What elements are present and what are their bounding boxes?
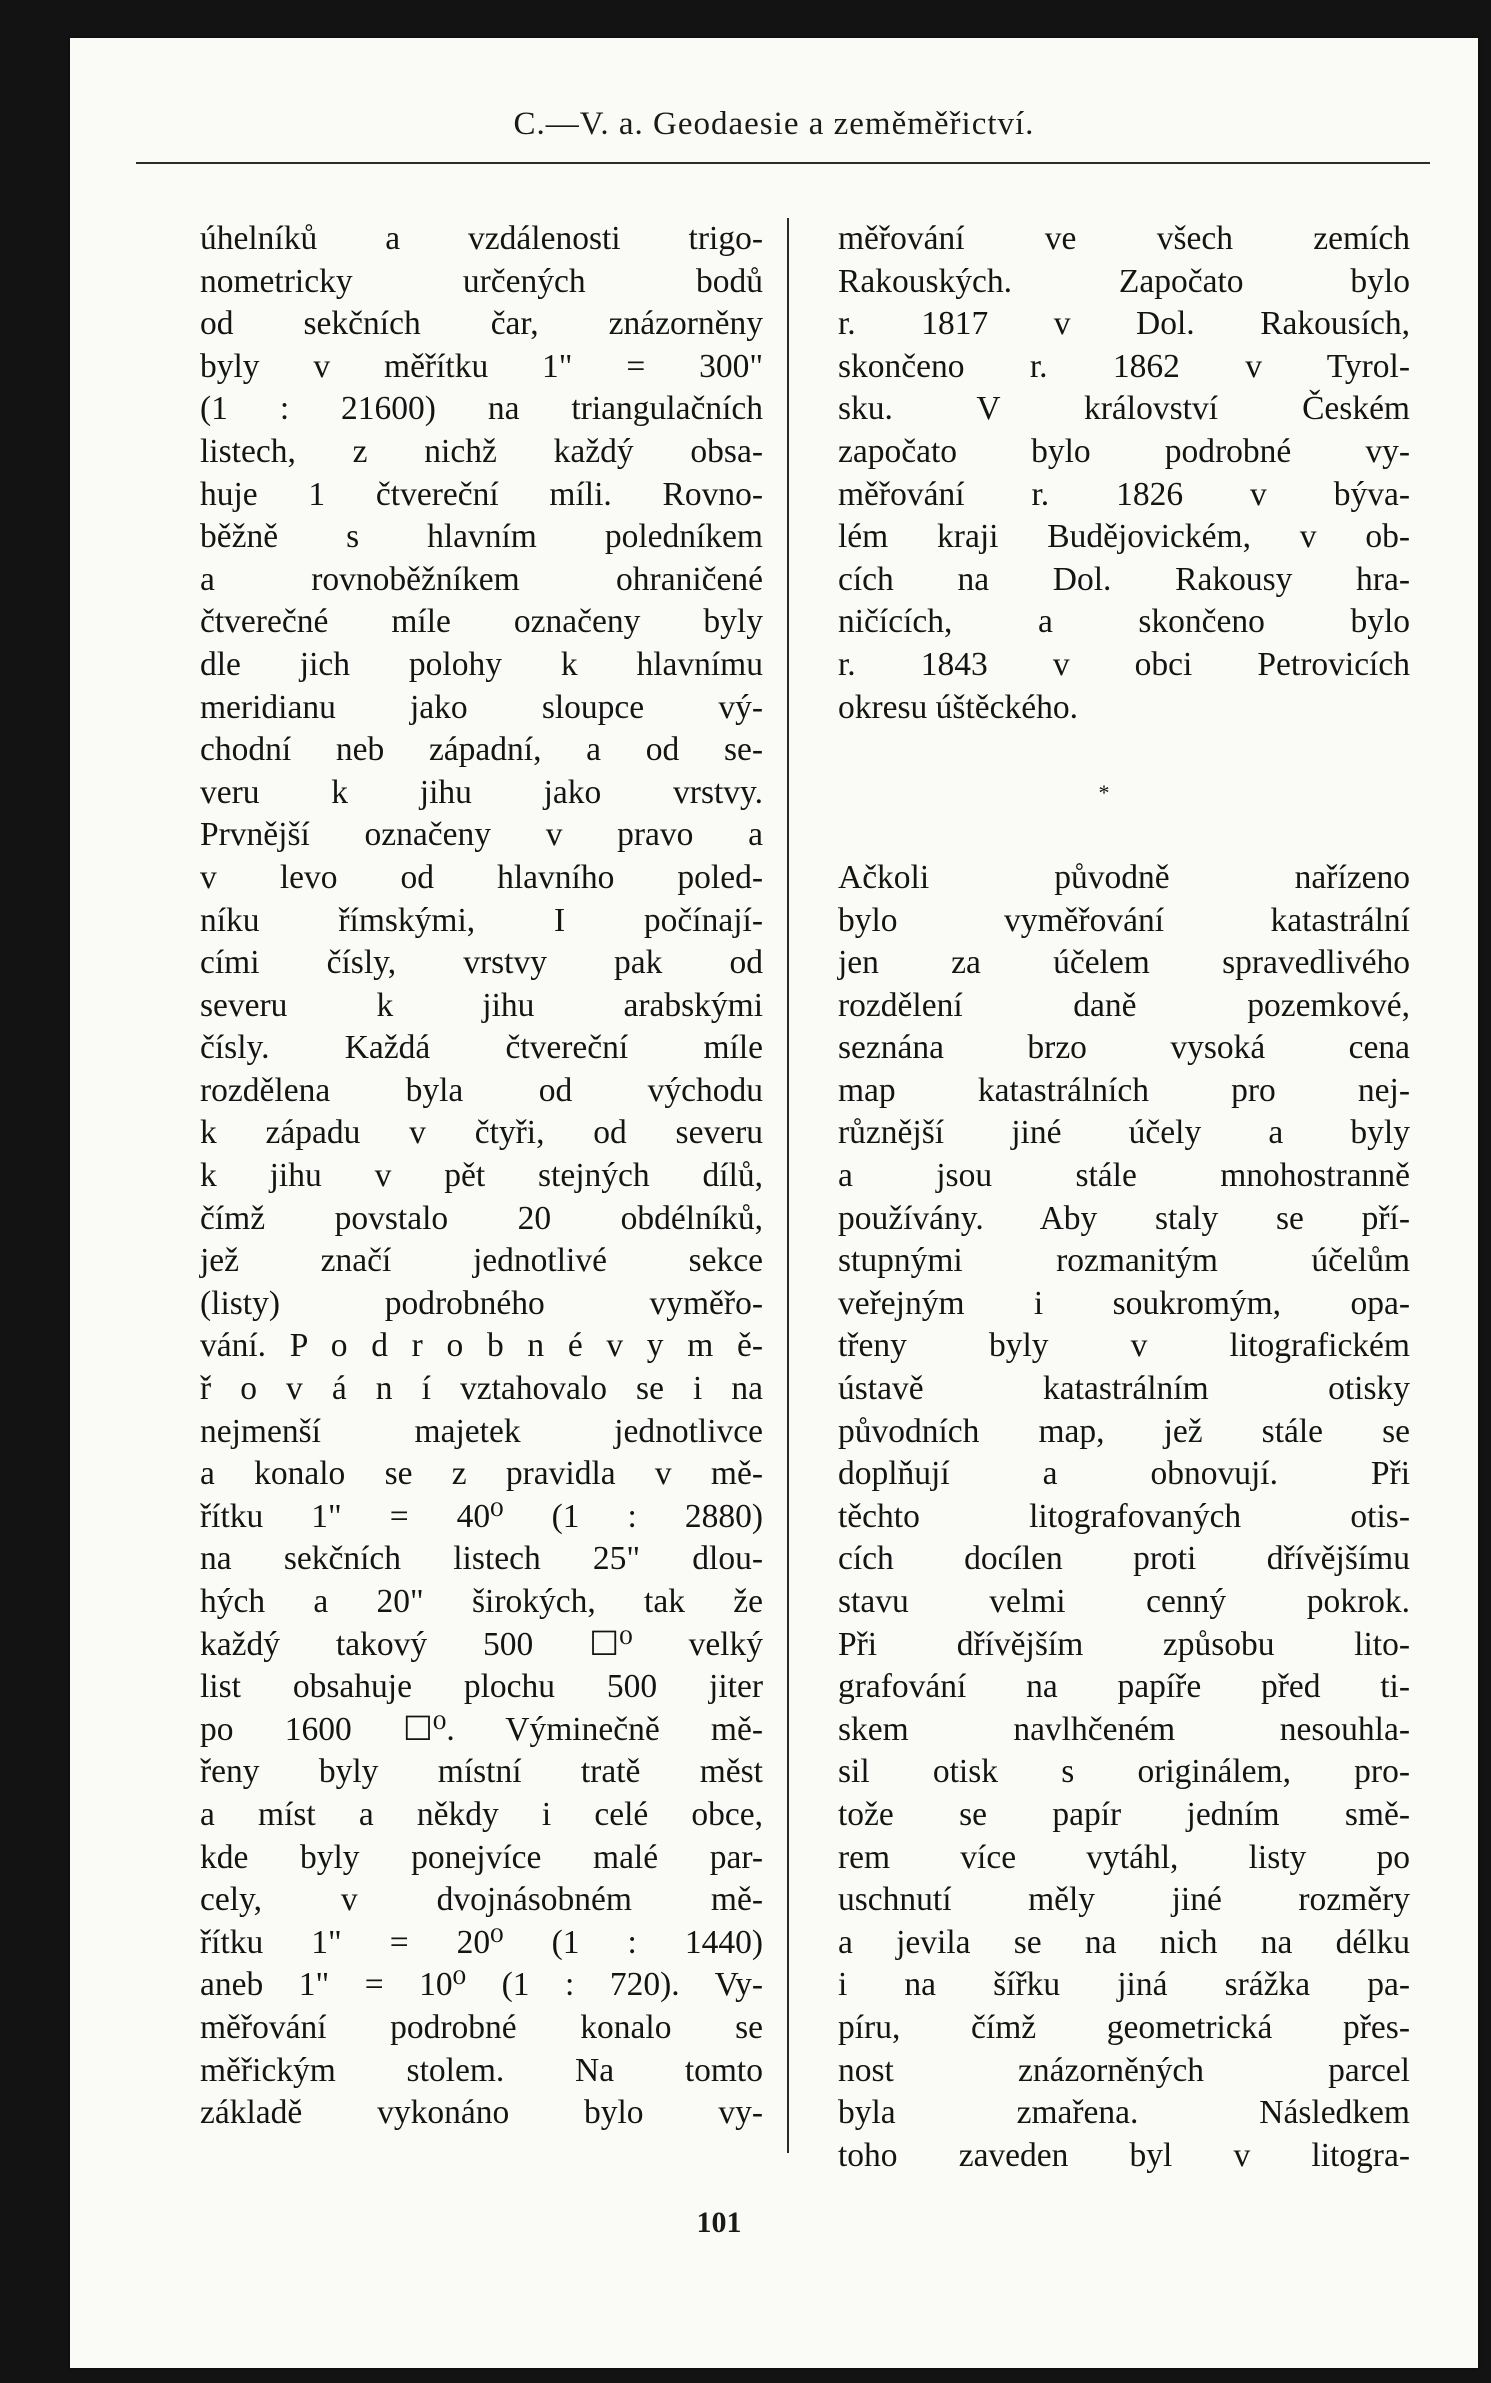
text-line: měřování ve všech zemích — [838, 220, 1410, 257]
text-line: hých a 20" širokých, tak že — [200, 1583, 763, 1620]
text-line: a konalo se z pravidla v mě- — [200, 1455, 763, 1493]
text-line: běžně s hlavním poledníkem — [200, 518, 763, 556]
text-line: severu k jihu arabskými — [200, 986, 763, 1024]
text-line: listech, z nichž každý obsa- — [200, 432, 763, 470]
text-line: cích docílen proti dřívějšímu — [838, 1540, 1410, 1578]
text-line: měřování r. 1826 v býva- — [838, 475, 1410, 513]
text-line: skem navlhčeném nesouhla- — [838, 1710, 1410, 1748]
text-line: základě vykonáno bylo vy- — [200, 2094, 763, 2132]
text-line: Rakouských. Započato bylo — [838, 262, 1410, 300]
page-number: 101 — [696, 2206, 742, 2239]
section-separator: * — [1098, 779, 1110, 805]
text-line: ústavě katastrálním otisky — [838, 1370, 1410, 1408]
text-line: řítku 1" = 20⁰ (1 : 1440) — [200, 1923, 763, 1961]
text-line: řeny byly místní tratě měst — [200, 1753, 763, 1791]
left-column — [200, 218, 763, 2135]
text-line: a rovnoběžníkem ohraničené — [200, 560, 763, 598]
text-line: list obsahuje plochu 500 jiter — [200, 1668, 763, 1706]
text-line: rozdělena byla od východu — [200, 1071, 763, 1109]
text-line: po 1600 ☐⁰. Výminečně mě- — [200, 1710, 763, 1748]
text-line: měřování podrobné konalo se — [200, 2008, 763, 2046]
text-line: a jevila se na nich na délku — [838, 1923, 1410, 1961]
text-line: původních map, jež stále se — [838, 1412, 1410, 1450]
text-line: sil otisk s originálem, pro- — [838, 1753, 1410, 1791]
text-line: uschnutí měly jiné rozměry — [838, 1881, 1410, 1919]
text-line: cely, v dvojnásobném mě- — [200, 1881, 763, 1919]
text-line: používány. Aby staly se pří- — [838, 1199, 1410, 1237]
text-line: k západu v čtyři, od severu — [200, 1114, 763, 1152]
right-column — [838, 218, 1410, 2177]
text-line: nometricky určených bodů — [200, 262, 763, 300]
text-line: na sekčních listech 25" dlou- — [200, 1540, 763, 1578]
text-line: píru, čímž geometrická přes- — [838, 2008, 1410, 2046]
text-line: veru k jihu jako vrstvy. — [200, 773, 763, 811]
text-line: map katastrálních pro nej- — [838, 1071, 1410, 1109]
text-line: a míst a někdy i celé obce, — [200, 1795, 763, 1833]
text-line: vání. P o d r o b n é v y m ě- — [200, 1327, 763, 1365]
text-line: čímž povstalo 20 obdélníků, — [200, 1199, 763, 1237]
paragraph-gap — [838, 729, 1410, 772]
text-line: kde byly ponejvíce malé par- — [200, 1838, 763, 1876]
text-line: Prvnější označeny v pravo a — [200, 816, 763, 854]
text-line: ř o v á n í vztahovalo se i na — [200, 1370, 763, 1408]
text-line: cích na Dol. Rakousy hra- — [838, 560, 1410, 598]
text-line: jen za účelem spravedlivého — [838, 944, 1410, 982]
text-line: měřickým stolem. Na tomto — [200, 2051, 763, 2089]
text-line: i na šířku jiná srážka pa- — [838, 1966, 1410, 2004]
paragraph-gap — [838, 814, 1410, 857]
text-line: rem více vytáhl, listy po — [838, 1838, 1410, 1876]
text-line: čtverečné míle označeny byly — [200, 603, 763, 641]
text-line: byly v měřítku 1" = 300" — [200, 347, 763, 385]
text-line: rozdělení daně pozemkové, — [838, 986, 1410, 1024]
text-line: (1 : 21600) na triangulačních — [200, 390, 763, 428]
text-line: níku římskými, I počínají- — [200, 901, 763, 939]
text-line: okresu úštěckého. — [838, 688, 1079, 726]
text-line: úhelníků a vzdálenosti trigo- — [200, 220, 763, 257]
text-line: stupnými rozmanitým účelům — [838, 1242, 1410, 1280]
text-line: veřejným i soukromým, opa- — [838, 1284, 1410, 1322]
text-line: každý takový 500 ☐⁰ velký — [200, 1625, 763, 1663]
text-line: stavu velmi cenný pokrok. — [838, 1583, 1410, 1620]
text-line: řítku 1" = 40⁰ (1 : 2880) — [200, 1497, 763, 1535]
text-line: Při dřívějším způsobu lito- — [838, 1625, 1410, 1663]
text-line: bylo vyměřování katastrální — [838, 901, 1410, 939]
text-line: toho zaveden byl v litogra- — [838, 2136, 1410, 2174]
book-page — [70, 38, 1478, 2368]
column-divider — [787, 218, 789, 2153]
text-line: dle jich polohy k hlavnímu — [200, 645, 763, 683]
text-line: nost znázorněných parcel — [838, 2051, 1410, 2089]
running-header: C.—V. a. Geodaesie a zeměměřictví. — [513, 106, 1035, 142]
text-line: lém kraji Budějovickém, v ob- — [838, 518, 1410, 556]
text-line: Ačkoli původně nařízeno — [838, 858, 1410, 896]
text-line: započato bylo podrobné vy- — [838, 432, 1410, 470]
text-line: ničících, a skončeno bylo — [838, 603, 1410, 641]
text-line: huje 1 čtvereční míli. Rovno- — [200, 475, 763, 513]
text-line: těchto litografovaných otis- — [838, 1497, 1410, 1535]
text-line: různější jiné účely a byly — [838, 1114, 1410, 1152]
text-line: jež značí jednotlivé sekce — [200, 1242, 763, 1280]
text-line: třeny byly v litografickém — [838, 1327, 1410, 1365]
text-line: r. 1843 v obci Petrovicích — [838, 645, 1410, 683]
text-line: nejmenší majetek jednotlivce — [200, 1412, 763, 1450]
text-line: od sekčních čar, znázorněny — [200, 305, 763, 343]
text-line: čísly. Každá čtvereční míle — [200, 1029, 763, 1067]
text-line: skončeno r. 1862 v Tyrol- — [838, 347, 1410, 385]
text-line: k jihu v pět stejných dílů, — [200, 1157, 763, 1195]
header-rule — [136, 162, 1430, 164]
text-line: meridianu jako sloupce vý- — [200, 688, 763, 726]
text-line: r. 1817 v Dol. Rakousích, — [838, 305, 1410, 343]
text-line: a jsou stále mnohostranně — [838, 1157, 1410, 1195]
text-line: aneb 1" = 10⁰ (1 : 720). Vy- — [200, 1966, 763, 2004]
text-line: byla zmařena. Následkem — [838, 2094, 1410, 2132]
text-line: doplňují a obnovují. Při — [838, 1455, 1410, 1493]
text-line: cími čísly, vrstvy pak od — [200, 944, 763, 982]
text-line: (listy) podrobného vyměřo- — [200, 1284, 763, 1322]
text-line: seznána brzo vysoká cena — [838, 1029, 1410, 1067]
text-line: sku. V království Českém — [838, 390, 1410, 428]
text-line: v levo od hlavního poled- — [200, 858, 763, 896]
text-line: tože se papír jedním smě- — [838, 1795, 1410, 1833]
text-line: chodní neb západní, a od se- — [200, 731, 763, 769]
text-line: grafování na papíře před ti- — [838, 1668, 1410, 1706]
